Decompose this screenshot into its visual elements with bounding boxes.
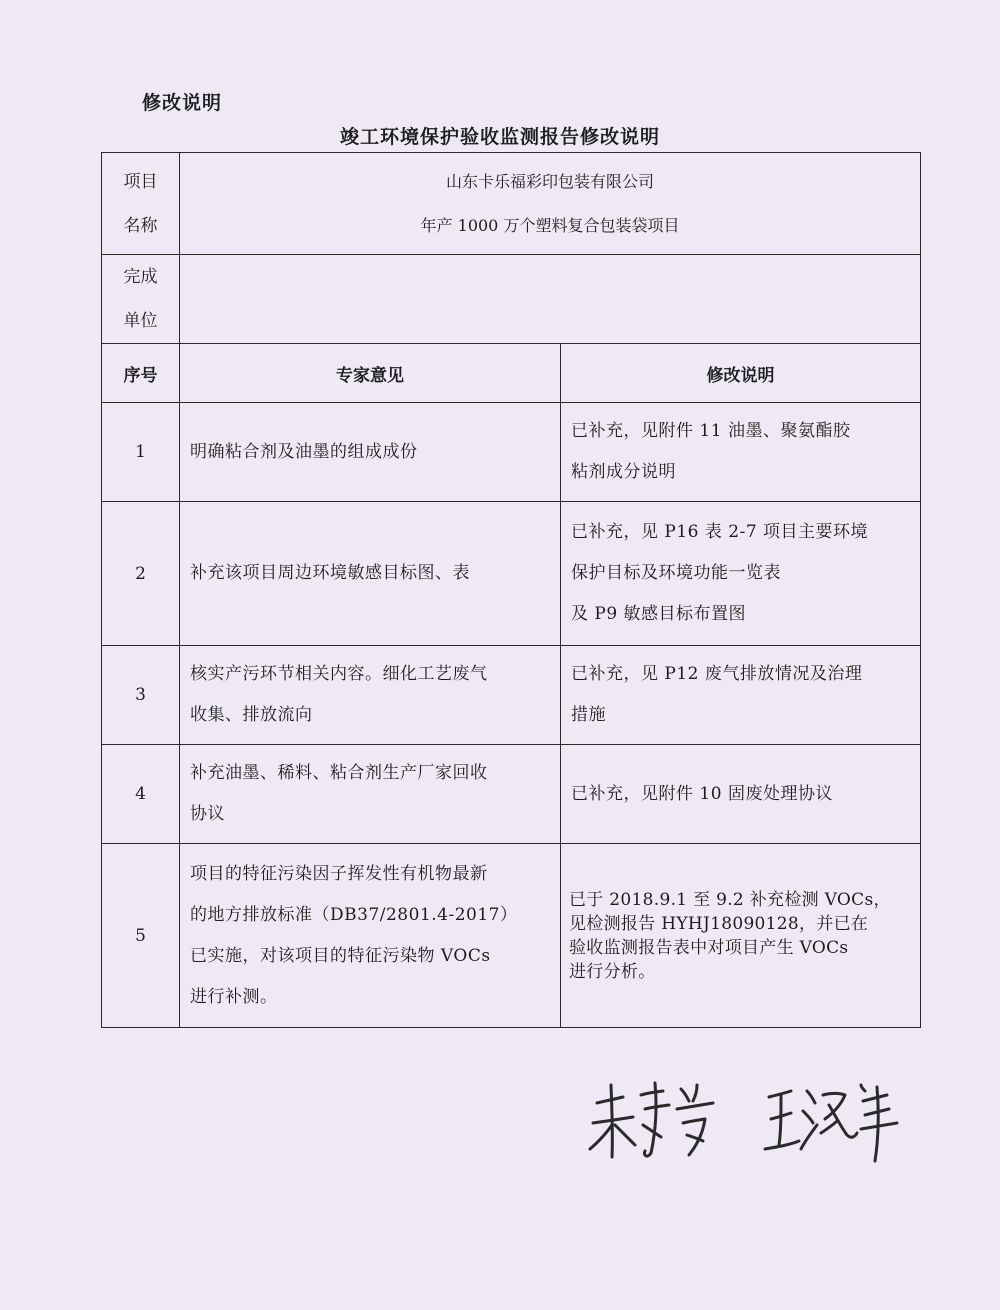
unit-row [102, 255, 921, 344]
unit-label [102, 255, 180, 344]
table-row [102, 745, 921, 844]
opinion-line: 收集、排放流向 [190, 705, 313, 725]
revision-line: 粘剂成分说明 [571, 462, 676, 482]
opinion-line: 项目的特征污染因子挥发性有机物最新 [190, 863, 488, 884]
opinion-header: 专家意见 [180, 344, 561, 403]
table-row [102, 844, 921, 1028]
project-row [102, 153, 921, 255]
row-opinion [180, 745, 561, 844]
row-opinion [180, 502, 561, 646]
revision-header: 修改说明 [561, 344, 921, 403]
unit-label-line2: 单位 [123, 311, 158, 331]
row-opinion [180, 646, 561, 745]
row-revision [561, 745, 921, 844]
row-opinion [180, 403, 561, 502]
table-row [102, 403, 921, 502]
revision-line: 已于 2018.9.1 至 9.2 补充检测 VOCs， [569, 889, 891, 910]
row-seq: 3 [102, 646, 180, 745]
project-company: 山东卡乐福彩印包装有限公司 [445, 171, 654, 191]
revision-line: 已补充，见 P16 表 2-7 项目主要环境 [571, 522, 869, 542]
project-value [180, 153, 921, 255]
opinion-line: 补充油墨、稀料、粘合剂生产厂家回收 [190, 763, 488, 783]
opinion-line: 核实产污环节相关内容。细化工艺废气 [190, 664, 488, 684]
revision-line: 措施 [571, 705, 606, 725]
project-name: 年产 1000 万个塑料复合包装袋项目 [420, 215, 680, 235]
table-row [102, 646, 921, 745]
row-seq: 2 [102, 502, 180, 646]
revision-line: 已补充，见 P12 废气排放情况及治理 [571, 664, 863, 684]
revision-table [101, 152, 921, 1028]
project-label-line2: 名称 [123, 215, 158, 236]
seq-header: 序号 [102, 344, 180, 403]
header-row [102, 344, 921, 403]
revision-line: 见检测报告 HYHJ18090128，并已在 [569, 913, 869, 934]
opinion-line: 进行补测。 [190, 986, 278, 1007]
opinion-line: 明确粘合剂及油墨的组成成份 [190, 441, 418, 462]
document-title: 竣工环境保护验收监测报告修改说明 [339, 126, 660, 148]
opinion-line: 补充该项目周边环境敏感目标图、表 [190, 563, 470, 583]
row-opinion [180, 844, 561, 1028]
opinion-line: 协议 [190, 804, 225, 824]
revision-line: 进行分析。 [569, 961, 656, 982]
row-revision [561, 403, 921, 502]
handwritten-signature [585, 1075, 905, 1165]
opinion-line: 的地方排放标准（DB37/2801.4-2017） [190, 904, 518, 925]
opinion-line: 已实施，对该项目的特征污染物 VOCs [190, 945, 491, 966]
row-seq: 5 [102, 844, 180, 1028]
table-row [102, 502, 921, 646]
unit-value [180, 255, 921, 344]
row-revision [561, 844, 921, 1028]
revision-line: 已补充，见附件 11 油墨、聚氨酯胶 [571, 421, 851, 441]
row-seq: 4 [102, 745, 180, 844]
project-label-line1: 项目 [123, 171, 158, 192]
revision-line: 验收监测报告表中对项目产生 VOCs [569, 937, 849, 958]
revision-line: 及 P9 敏感目标布置图 [571, 604, 747, 624]
row-revision [561, 646, 921, 745]
row-revision [561, 502, 921, 646]
project-label [102, 153, 180, 255]
unit-label-line1: 完成 [123, 267, 158, 287]
page-heading: 修改说明 [142, 92, 223, 114]
row-seq: 1 [102, 403, 180, 502]
revision-line: 已补充，见附件 10 固废处理协议 [571, 783, 833, 804]
revision-line: 保护目标及环境功能一览表 [571, 563, 781, 583]
